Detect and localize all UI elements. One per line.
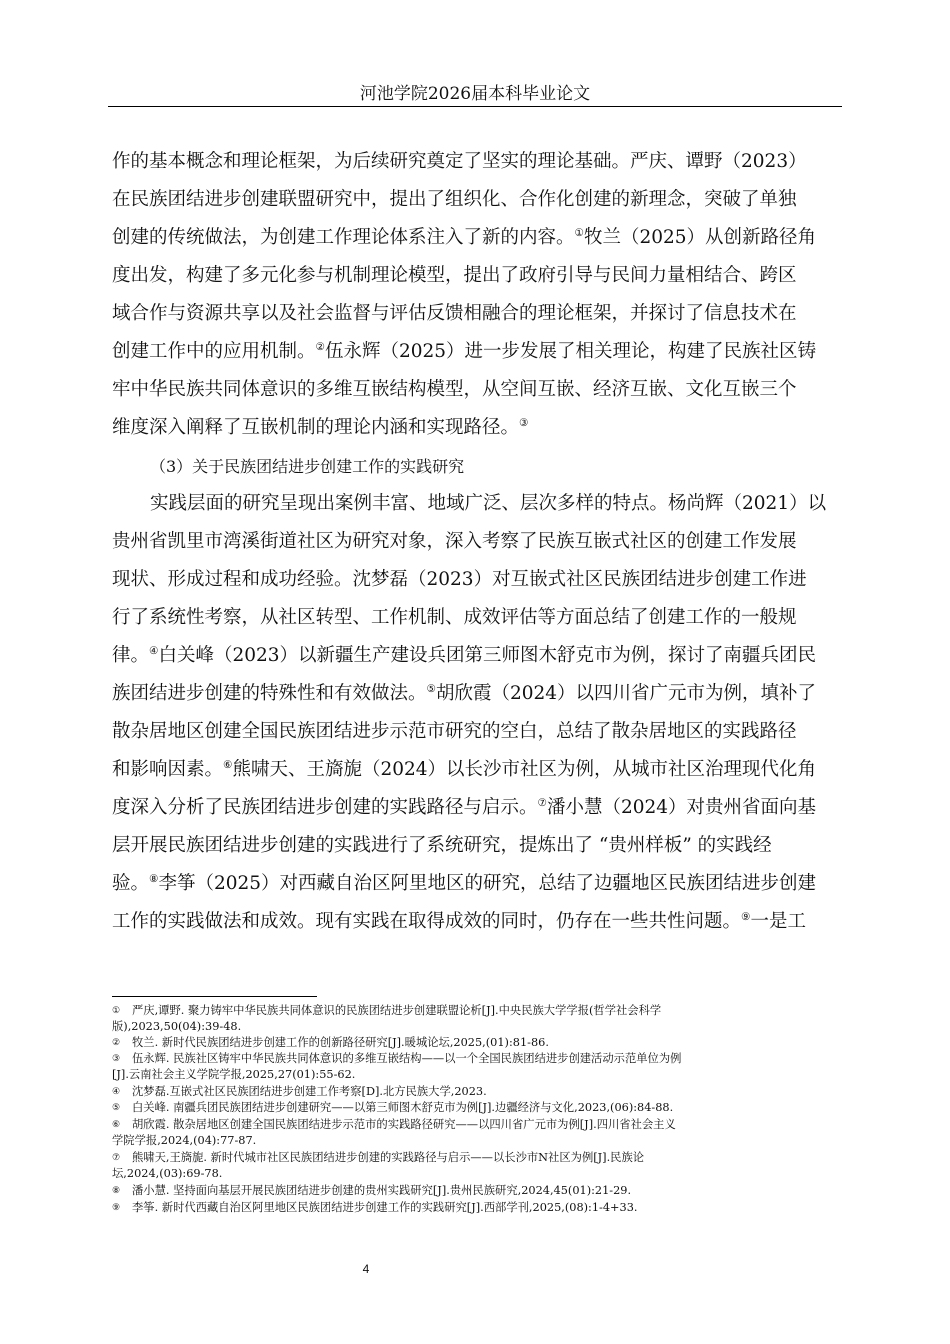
footnote-item: ④ 沈梦磊.互嵌式社区民族团结进步创建工作考察[D].北方民族大学,2023. [112, 1085, 487, 1098]
footnote-mark: ⑦ [112, 1153, 121, 1163]
footnote-continuation: [J].云南社会主义学院学报,2025,27(01):55-62. [112, 1068, 356, 1081]
body-line: 域合作与资源共享以及社会监督与评估反馈相融合的理论框架，并探讨了信息技术在 [112, 303, 797, 324]
body-line: 维度深入阐释了互嵌机制的理论内涵和实现路径。③ [112, 417, 529, 438]
footnote-mark: ⑨ [112, 1203, 121, 1213]
body-line: 现状、形成过程和成功经验。沈梦磊（2023）对互嵌式社区民族团结进步创建工作进 [112, 569, 807, 590]
body-line: 族团结进步创建的特殊性和有效做法。⑤胡欣霞（2024）以四川省广元市为例，填补了 [112, 683, 817, 704]
body-line: 散杂居地区创建全国民族团结进步示范市研究的空白，总结了散杂居地区的实践路径 [112, 721, 797, 742]
body-line: 验。⑧李筝（2025）对西藏自治区阿里地区的研究，总结了边疆地区民族团结进步创建 [112, 873, 817, 894]
footnote-item: ① 严庆,谭野. 聚力铸牢中华民族共同体意识的民族团结进步创建联盟论析[J].中央民族大学学报(哲学社会科学 [112, 1004, 662, 1017]
header-rule [108, 106, 842, 107]
footnote-item: ⑤ 白关峰. 南疆兵团民族团结进步创建研究——以第三师图木舒克市为例[J].边疆经济与文化,2023,(06):84-88. [112, 1101, 674, 1114]
footnote-ref: ⑥ [223, 759, 233, 771]
footnote-separator [112, 996, 317, 997]
footnote-ref: ⑧ [149, 873, 159, 885]
body-line: 层开展民族团结进步创建的实践进行了系统研究，提炼出了 “贵州样板” 的实践经 [112, 835, 772, 856]
footnote-mark: ⑤ [112, 1103, 121, 1113]
body-line: 创建的传统做法，为创建工作理论体系注入了新的内容。①牧兰（2025）从创新路径角 [112, 227, 817, 248]
body-line: 在民族团结进步创建联盟研究中，提出了组织化、合作化创建的新理念，突破了单独 [112, 189, 797, 210]
running-header: 河池学院2026届本科毕业论文 [359, 84, 591, 104]
footnote-mark: ④ [112, 1087, 121, 1097]
footnote-ref: ④ [149, 645, 159, 657]
section-heading: （3）关于民族团结进步创建工作的实践研究 [150, 457, 465, 476]
footnote-ref: ⑤ [426, 683, 436, 695]
footnote-mark: ① [112, 1006, 121, 1016]
body-line: 律。④白关峰（2023）以新疆生产建设兵团第三师图木舒克市为例，探讨了南疆兵团民 [112, 645, 817, 666]
body-line: 度深入分析了民族团结进步创建的实践路径与启示。⑦潘小慧（2024）对贵州省面向基 [112, 797, 817, 818]
footnote-item: ⑧ 潘小慧. 坚持面向基层开展民族团结进步创建的贵州实践研究[J].贵州民族研究,2024,45(01):21-29. [112, 1184, 632, 1197]
footnote-ref: ① [574, 227, 584, 239]
footnote-mark: ⑥ [112, 1120, 121, 1130]
footnote-ref: ⑦ [537, 797, 547, 809]
body-line: 行了系统性考察，从社区转型、工作机制、成效评估等方面总结了创建工作的一般规 [112, 607, 797, 628]
footnote-continuation: 学院学报,2024,(04):77-87. [112, 1134, 257, 1147]
footnote-mark: ② [112, 1038, 121, 1048]
page-number: 4 [362, 1262, 370, 1276]
footnote-ref: ⑨ [741, 911, 751, 923]
footnote-ref: ③ [519, 417, 529, 429]
body-line: 牢中华民族共同体意识的多维互嵌结构模型，从空间互嵌、经济互嵌、文化互嵌三个 [112, 379, 797, 400]
footnote-mark: ⑧ [112, 1186, 121, 1196]
body-line: 创建工作中的应用机制。②伍永辉（2025）进一步发展了相关理论，构建了民族社区铸 [112, 341, 817, 362]
body-line: 贵州省凯里市湾溪街道社区为研究对象，深入考察了民族互嵌式社区的创建工作发展 [112, 531, 797, 552]
body-line: 度出发，构建了多元化参与机制理论模型，提出了政府引导与民间力量相结合、跨区 [112, 265, 797, 286]
body-line: 作的基本概念和理论框架，为后续研究奠定了坚实的理论基础。严庆、谭野（2023） [112, 151, 807, 172]
footnote-item: ⑥ 胡欣霞. 散杂居地区创建全国民族团结进步示范市的实践路径研究——以四川省广元市为例[J].四川省社会主义 [112, 1118, 676, 1131]
footnote-item: ⑦ 熊啸天,王旖旎. 新时代城市社区民族团结进步创建的实践路径与启示——以长沙市N社区为例[J].民族论 [112, 1151, 645, 1164]
footnote-item: ② 牧兰. 新时代民族团结进步创建工作的创新路径研究[J].暖城论坛,2025,(01):81-86. [112, 1036, 549, 1049]
footnote-ref: ② [315, 341, 325, 353]
footnote-item: ③ 伍永辉. 民族社区铸牢中华民族共同体意识的多维互嵌结构——以一个全国民族团结进步创建活动示范单位为例 [112, 1052, 682, 1065]
body-line: 工作的实践做法和成效。现有实践在取得成效的同时，仍存在一些共性问题。⑨一是工 [112, 911, 806, 932]
body-line: 实践层面的研究呈现出案例丰富、地域广泛、层次多样的特点。杨尚辉（2021）以 [150, 493, 827, 514]
footnote-mark: ③ [112, 1054, 121, 1064]
footnote-continuation: 版),2023,50(04):39-48. [112, 1020, 242, 1033]
body-line: 和影响因素。⑥熊啸天、王旖旎（2024）以长沙市社区为例，从城市社区治理现代化角 [112, 759, 817, 780]
footnote-item: ⑨ 李筝. 新时代西藏自治区阿里地区民族团结进步创建工作的实践研究[J].西部学刊,2025,(08):1-4+33. [112, 1201, 638, 1214]
footnote-continuation: 坛,2024,(03):69-78. [112, 1167, 223, 1180]
